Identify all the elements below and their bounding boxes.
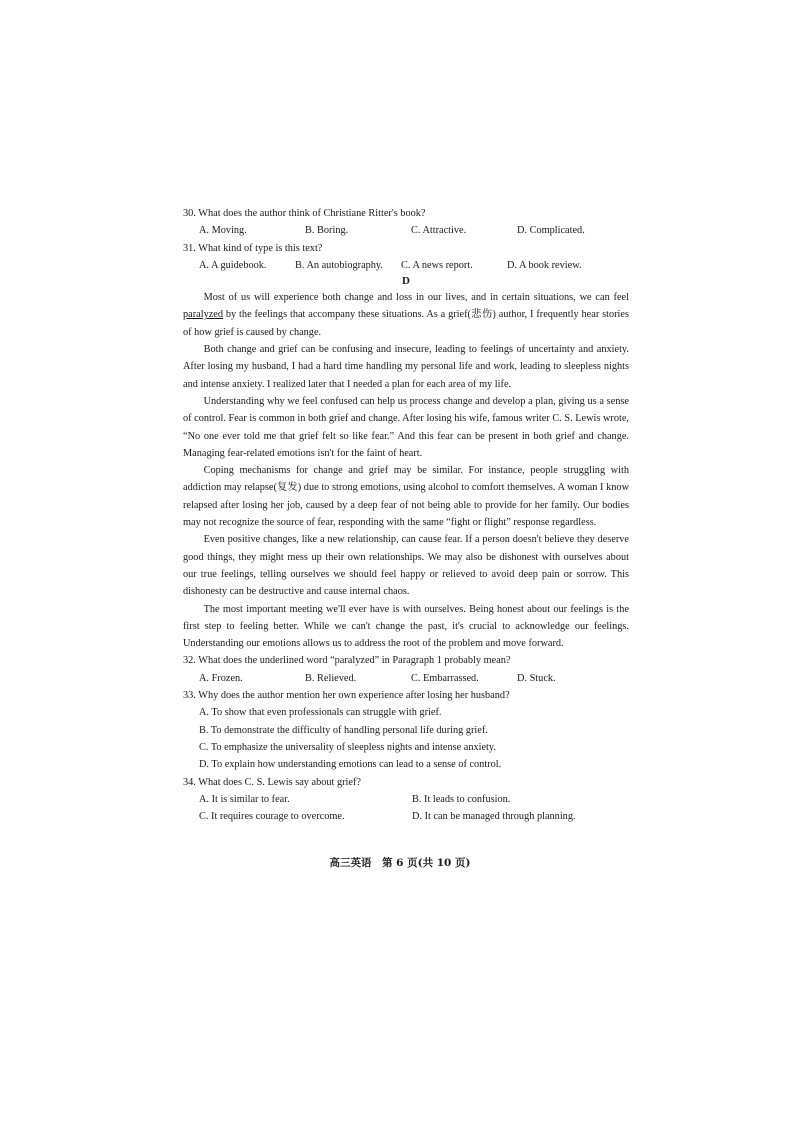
option: D. To explain how understanding emotions can lead to a sense of control. [199, 759, 502, 771]
option: D. It can be managed through planning. [412, 811, 576, 823]
question-34-options-row-2 [183, 808, 629, 825]
option: A. Frozen. [199, 672, 243, 684]
paragraph-text: Most of us will experience both change and loss in our lives, and in certain situations, we can feel [203, 292, 629, 304]
paragraph-text: by the feelings that accompany these situations. As a grief(悲伤) author, I frequently hear stories of how grief is caused by change. [183, 309, 629, 338]
option: A. To show that even professionals can struggle with grief. [199, 707, 442, 719]
option: B. Boring. [305, 225, 349, 237]
option: C. A news report. [401, 259, 473, 271]
option: B. To demonstrate the difficulty of handling personal life during grief. [199, 724, 488, 736]
passage-paragraph-3: Understanding why we feel confused can help us process change and develop a plan, giving us a sense of control. Fear is common in both grief and change. After losing his wife, famous writer C. S. Lewis wrote, “No one ever told me that grief felt so like fear.” And this fear can be present in both grief and change. Managing fear-related emotions isn't for the faint of heart. [183, 395, 629, 459]
option: C. It requires courage to overcome. [199, 811, 345, 823]
question-32-stem: 32. What does the underlined word “paralyzed” in Paragraph 1 probably mean? [183, 655, 511, 667]
option: D. Complicated. [517, 225, 585, 237]
option: B. An autobiography. [295, 259, 383, 271]
page-content [183, 205, 629, 825]
option: A. It is similar to fear. [199, 793, 290, 805]
question-33-stem: 33. Why does the author mention her own experience after losing her husband? [183, 690, 510, 702]
option: D. Stuck. [517, 672, 556, 684]
option: B. It leads to confusion. [412, 793, 511, 805]
question-34-options-row-1 [183, 791, 629, 808]
question-34-stem: 34. What does C. S. Lewis say about grief? [183, 776, 361, 788]
passage-paragraph-5: Even positive changes, like a new relationship, can cause fear. If a person doesn't believe they deserve good things, they might mess up their own relationships. We may also be dishonest with ourselves about our true feelings, telling ourselves we should feel happy or relieved to avoid deep pain or sorrow. This dishonesty can be destructive and cause internal chaos. [183, 534, 629, 598]
question-30-options [183, 222, 629, 239]
underlined-word: paralyzed [183, 309, 224, 321]
passage-paragraph-4: Coping mechanisms for change and grief may be similar. For instance, people struggling with addiction may relapse(复发) due to strong emotions, using alcohol to comfort themselves. A woman I know relapsed after losing her job, caused by a deep fear of not being able to provide for her family. Our bodies may not recognize the source of fear, responding with the same “fight or flight” response regardless. [183, 465, 629, 529]
question-31-stem: 31. What kind of type is this text? [183, 242, 323, 254]
option: C. To emphasize the universality of sleepless nights and intense anxiety. [199, 741, 496, 753]
option: D. A book review. [507, 259, 582, 271]
passage-paragraph-2: Both change and grief can be confusing and insecure, leading to feelings of uncertainty and anxiety. After losing my husband, I had a hard time handling my personal life and work, leading to sleepless nights and intense anxiety. I realized later that I needed a plan for each area of my life. [183, 344, 629, 390]
option: C. Attractive. [411, 225, 467, 237]
passage-paragraph-1 [183, 289, 629, 341]
passage-paragraph-6: The most important meeting we'll ever have is with ourselves. Being honest about our feelings is the first step to feeling better. While we can't change the past, it's crucial to acknowledge our feelings. Understanding our emotions allows us to address the root of the problem and move forward. [183, 603, 629, 650]
question-31-options [183, 257, 629, 274]
page-footer: 高三英语 第 6 页(共 10 页) [329, 857, 471, 869]
option: B. Relieved. [305, 672, 357, 684]
option: A. A guidebook. [199, 259, 267, 271]
question-32-options [183, 670, 629, 687]
option: C. Embarrassed. [411, 672, 479, 684]
question-30-stem: 30. What does the author think of Christiane Ritter's book? [183, 208, 426, 219]
option: A. Moving. [199, 225, 247, 237]
section-label: D [402, 275, 410, 288]
